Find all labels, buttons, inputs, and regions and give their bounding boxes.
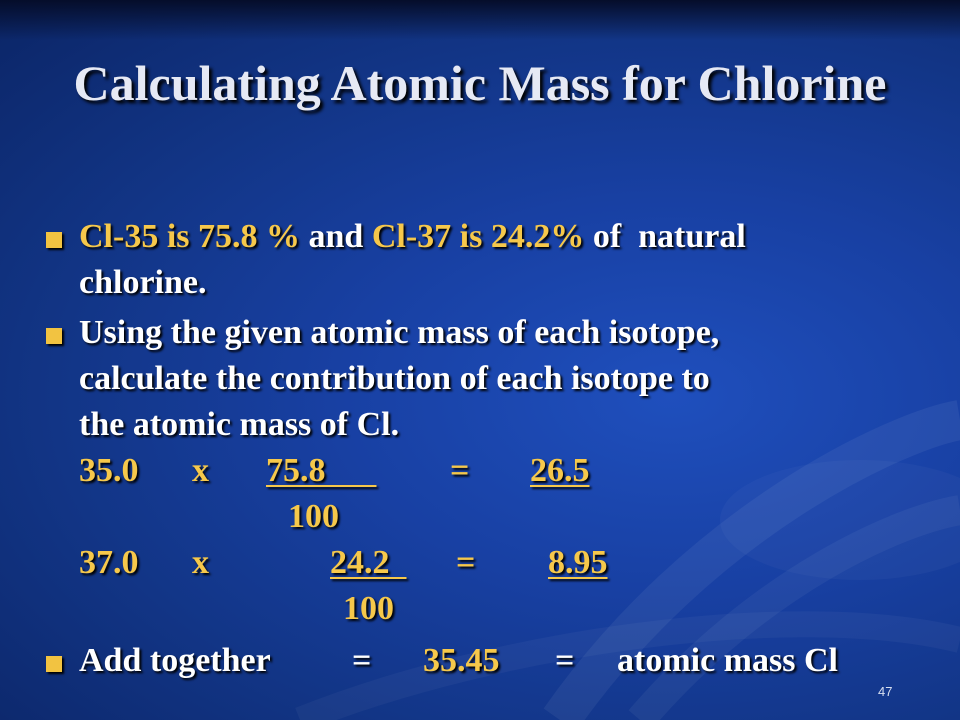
atomic-mass-cl-label: atomic mass Cl <box>617 642 838 679</box>
bullet-1-line-2: chlorine. <box>79 264 207 301</box>
calc-2-percent: 24.2 <box>330 544 407 581</box>
calc-1-times: x <box>192 452 209 489</box>
total-atomic-mass-value: 35.45 <box>423 642 500 679</box>
calc-2-denominator: 100 <box>343 590 394 627</box>
slide-title: Calculating Atomic Mass for Chlorine <box>73 55 887 111</box>
add-together-equals-1: = <box>352 642 372 679</box>
add-together-equals-2: = <box>555 642 575 679</box>
bullet-2-line-3: the atomic mass of Cl. <box>79 406 400 443</box>
cl37-percent-text: Cl-37 is 24.2% <box>371 218 585 255</box>
and-text: and <box>300 218 372 255</box>
bullet-marker-3 <box>46 656 62 672</box>
bullet-marker-2 <box>46 328 62 344</box>
calc-2-result: 8.95 <box>548 544 608 581</box>
calc-1-result: 26.5 <box>530 452 590 489</box>
calc-1-mass: 35.0 <box>79 452 139 489</box>
calc-1-denominator: 100 <box>288 498 339 535</box>
natural-text: of natural <box>584 218 746 255</box>
top-shadow-bar <box>0 0 960 40</box>
bullet-marker-1 <box>46 232 62 248</box>
bullet-2-line-2: calculate the contribution of each isotope to <box>79 360 710 397</box>
page-number: 47 <box>878 684 893 699</box>
cl35-percent-text: Cl-35 is 75.8 % <box>79 218 300 255</box>
calc-1-percent: 75.8 <box>266 452 377 489</box>
calc-2-times: x <box>192 544 209 581</box>
calc-2-mass: 37.0 <box>79 544 139 581</box>
add-together-label: Add together <box>79 642 271 679</box>
bullet-2-line-1: Using the given atomic mass of each isotope, <box>79 314 720 351</box>
calc-2-equals: = <box>456 544 476 581</box>
calc-1-equals: = <box>450 452 470 489</box>
bullet-1-line-1 <box>79 214 746 260</box>
